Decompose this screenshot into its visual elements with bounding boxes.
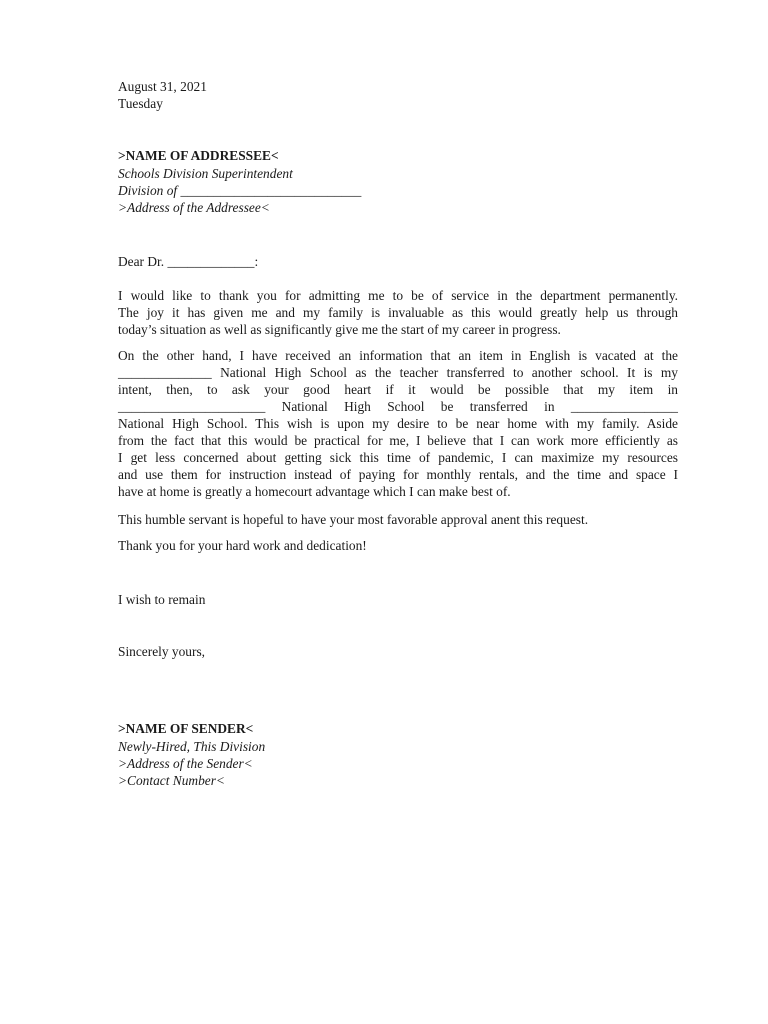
addressee-title: Schools Division Superintendent [118, 166, 293, 181]
paragraph-4: Thank you for your hard work and dedication! [118, 538, 367, 553]
remain-line: I wish to remain [118, 592, 206, 607]
sender-name: >NAME OF SENDER< [118, 721, 254, 736]
addressee-address: >Address of the Addressee< [118, 200, 270, 215]
letter-date: August 31, 2021 [118, 79, 207, 94]
paragraph-line: intent, then, to ask your good heart if it would be possible that my item in [118, 382, 678, 397]
paragraph-line: ______________ National High School as the teacher transferred to another school. It is my [118, 365, 678, 380]
sender-title: Newly-Hired, This Division [118, 739, 266, 754]
letter-day: Tuesday [118, 96, 163, 111]
sender-contact: >Contact Number< [118, 773, 225, 788]
paragraph-line: On the other hand, I have received an information that an item in English is vacated at the [118, 348, 678, 363]
paragraph-line: and use them for instruction instead of paying for monthly rentals, and the time and space I [118, 467, 678, 482]
paragraph-line: National High School. This wish is upon my desire to be near home with my family. Aside [118, 416, 678, 431]
closing-line: Sincerely yours, [118, 644, 206, 659]
addressee-name: >NAME OF ADDRESSEE< [118, 148, 279, 163]
paragraph-line: I would like to thank you for admitting me to be of service in the department permanently. [118, 288, 678, 303]
paragraph-line: from the fact that this would be practical for me, I believe that I can work more efficiently as [118, 433, 678, 448]
paragraph-line: The joy it has given me and my family is invaluable as this would greatly help us through [118, 305, 678, 320]
paragraph-3: This humble servant is hopeful to have your most favorable approval anent this request. [118, 512, 589, 527]
paragraph-line: today’s situation as well as significantly give me the start of my career in progress. [118, 322, 561, 337]
sender-address: >Address of the Sender< [118, 756, 253, 771]
salutation: Dear Dr. _____________: [118, 254, 259, 269]
addressee-division: Division of ___________________________ [118, 183, 362, 198]
letter-page [118, 0, 678, 1024]
paragraph-line: ______________________ National High School be transferred in ________________ [118, 399, 678, 414]
paragraph-line: I get less concerned about getting sick this time of pandemic, I can maximize my resources [118, 450, 678, 465]
paragraph-1 [118, 287, 678, 338]
paragraph-2 [118, 347, 678, 500]
paragraph-line: have at home is greatly a homecourt advantage which I can make best of. [118, 484, 511, 499]
